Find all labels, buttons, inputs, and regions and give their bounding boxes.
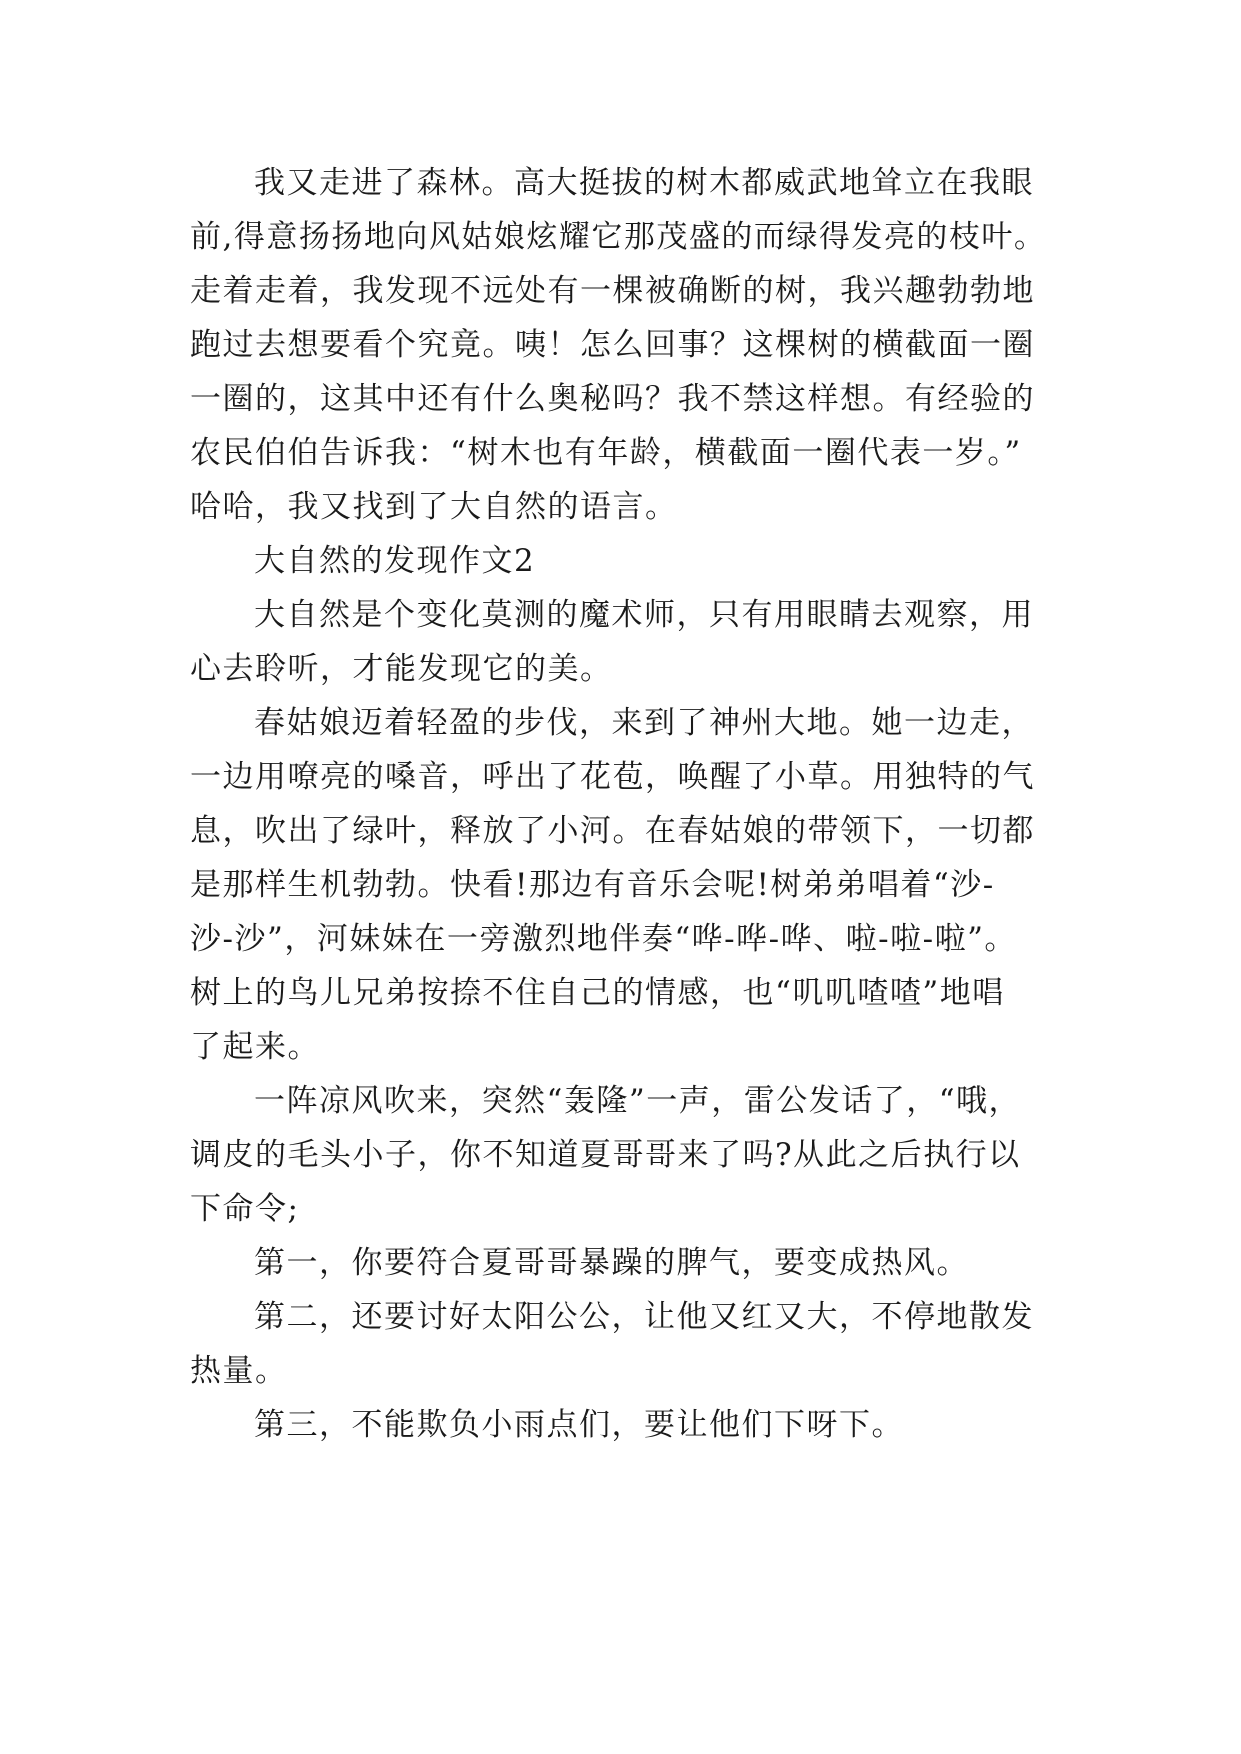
paragraph-line: 是那样生机勃勃。快看!那边有音乐会呢!树弟弟唱着“沙- <box>190 867 995 903</box>
paragraph-line: 前,得意扬扬地向风姑娘炫耀它那茂盛的而绿得发亮的枝叶。 <box>190 219 1047 255</box>
paragraph-line: 下命令; <box>190 1191 300 1227</box>
paragraph-line: 第三，不能欺负小雨点们，要让他们下呀下。 <box>254 1407 904 1443</box>
section-title: 大自然的发现作文2 <box>254 543 536 579</box>
paragraph-line: 息，吹出了绿叶，释放了小河。在春姑娘的带领下，一切都 <box>190 813 1035 849</box>
paragraph-line: 跑过去想要看个究竟。咦！怎么回事？这棵树的横截面一圈 <box>190 327 1035 363</box>
paragraph-line: 春姑娘迈着轻盈的步伐，来到了神州大地。她一边走， <box>254 705 1034 741</box>
paragraph-line: 第二，还要讨好太阳公公，让他又红又大，不停地散发 <box>254 1299 1034 1335</box>
paragraph-line: 树上的鸟儿兄弟按捺不住自己的情感，也“叽叽喳喳”地唱 <box>190 975 1005 1011</box>
paragraph-line: 第一，你要符合夏哥哥暴躁的脾气，要变成热风。 <box>254 1245 969 1281</box>
paragraph-line: 热量。 <box>190 1353 288 1389</box>
paragraph-line: 一圈的，这其中还有什么奥秘吗？我不禁这样想。有经验的 <box>190 381 1035 417</box>
paragraph-line: 心去聆听，才能发现它的美。 <box>190 651 613 687</box>
paragraph-line: 沙-沙”，河妹妹在一旁激烈地伴奏“哗-哗-哗、啦-啦-啦”。 <box>190 921 1017 957</box>
paragraph-line: 哈哈，我又找到了大自然的语言。 <box>190 489 678 525</box>
paragraph-line: 一边用嘹亮的嗓音，呼出了花苞，唤醒了小草。用独特的气 <box>190 759 1035 795</box>
paragraph-line: 大自然是个变化莫测的魔术师，只有用眼睛去观察，用 <box>254 597 1034 633</box>
paragraph-line: 调皮的毛头小子，你不知道夏哥哥来了吗?从此之后执行以 <box>190 1137 1021 1173</box>
paragraph-line: 农民伯伯告诉我：“树木也有年龄，横截面一圈代表一岁。” <box>190 435 1022 471</box>
paragraph-line: 一阵凉风吹来，突然“轰隆”一声，雷公发话了，“哦， <box>254 1083 1022 1119</box>
paragraph-line: 了起来。 <box>190 1029 320 1065</box>
paragraph-line: 我又走进了森林。高大挺拔的树木都威武地耸立在我眼 <box>254 165 1034 201</box>
paragraph-line: 走着走着，我发现不远处有一棵被确断的树，我兴趣勃勃地 <box>190 273 1035 309</box>
